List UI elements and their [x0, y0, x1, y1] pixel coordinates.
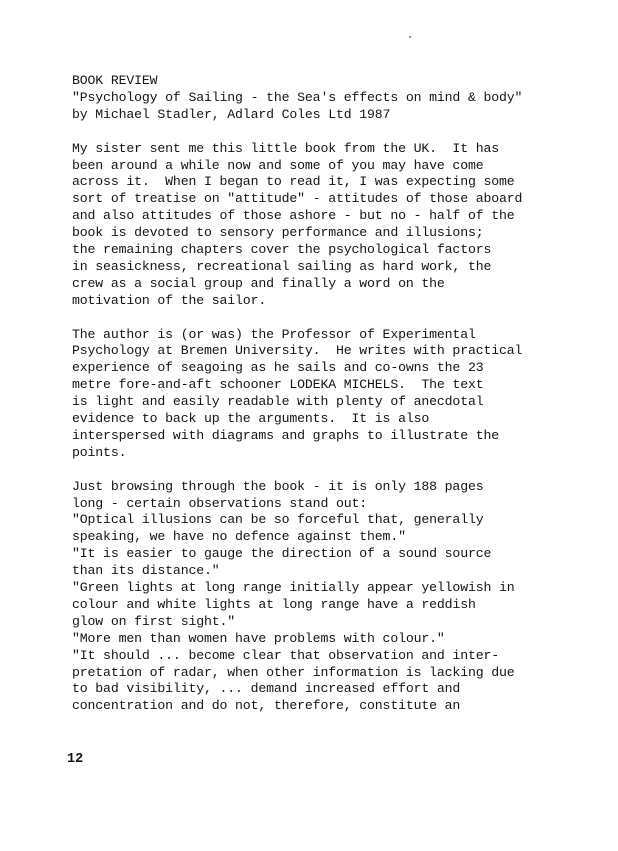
text-line: Psychology at Bremen University. He writes with practical	[72, 343, 523, 359]
text-line: in seasickness, recreational sailing as hard work, the	[72, 258, 492, 274]
paragraph-1	[72, 141, 592, 310]
document-body	[72, 73, 592, 715]
quote-line: colour and white lights at long range have a reddish	[72, 596, 476, 612]
text-line: motivation of the sailor.	[72, 292, 267, 308]
quote-line: pretation of radar, when other information is lacking due	[72, 664, 515, 680]
text-line: is light and easily readable with plenty of anecdotal	[72, 394, 484, 410]
quote-line: glow on first sight."	[72, 613, 236, 629]
quote-line: "It is easier to gauge the direction of a sound source	[72, 546, 492, 562]
review-heading	[72, 73, 592, 124]
quote-line: "It should ... become clear that observation and inter-	[72, 647, 500, 663]
paragraph-2	[72, 327, 592, 462]
quote-line: "More men than women have problems with colour."	[72, 630, 445, 646]
text-line: points.	[72, 444, 127, 460]
quote-line: speaking, we have no defence against them."	[72, 529, 406, 545]
book-title: "Psychology of Sailing - the Sea's effects on mind & body"	[72, 89, 523, 105]
book-byline: by Michael Stadler, Adlard Coles Ltd 1987	[72, 106, 391, 122]
text-line: across it. When I began to read it, I was expecting some	[72, 174, 515, 190]
text-line: experience of seagoing as he sails and co-owns the 23	[72, 360, 484, 376]
text-line: book is devoted to sensory performance and illusions;	[72, 225, 484, 241]
text-line: crew as a social group and finally a word on the	[72, 275, 445, 291]
page-number: 12	[67, 752, 84, 767]
text-line: been around a while now and some of you may have come	[72, 157, 484, 173]
scan-speck	[409, 36, 411, 38]
section-label: BOOK REVIEW	[72, 73, 158, 88]
quote-line: "Optical illusions can be so forceful that, generally	[72, 512, 484, 528]
text-line: sort of treatise on "attitude" - attitudes of those aboard	[72, 191, 523, 207]
text-line: interspersed with diagrams and graphs to illustrate the	[72, 427, 500, 443]
quote-line: concentration and do not, therefore, constitute an	[72, 698, 461, 714]
text-line: Just browsing through the book - it is only 188 pages	[72, 478, 484, 494]
text-line: metre fore-and-aft schooner LODEKA MICHELS. The text	[72, 377, 484, 393]
quote-line: to bad visibility, ... demand increased effort and	[72, 681, 461, 697]
paragraph-3	[72, 479, 592, 715]
text-line: and also attitudes of those ashore - but no - half of the	[72, 208, 515, 224]
text-line: the remaining chapters cover the psychological factors	[72, 242, 492, 258]
text-line: long - certain observations stand out:	[72, 495, 368, 511]
text-line: My sister sent me this little book from the UK. It has	[72, 140, 500, 156]
quote-line: than its distance."	[72, 563, 220, 579]
quote-line: "Green lights at long range initially appear yellowish in	[72, 580, 515, 596]
text-line: evidence to back up the arguments. It is also	[72, 411, 430, 427]
text-line: The author is (or was) the Professor of Experimental	[72, 326, 476, 342]
